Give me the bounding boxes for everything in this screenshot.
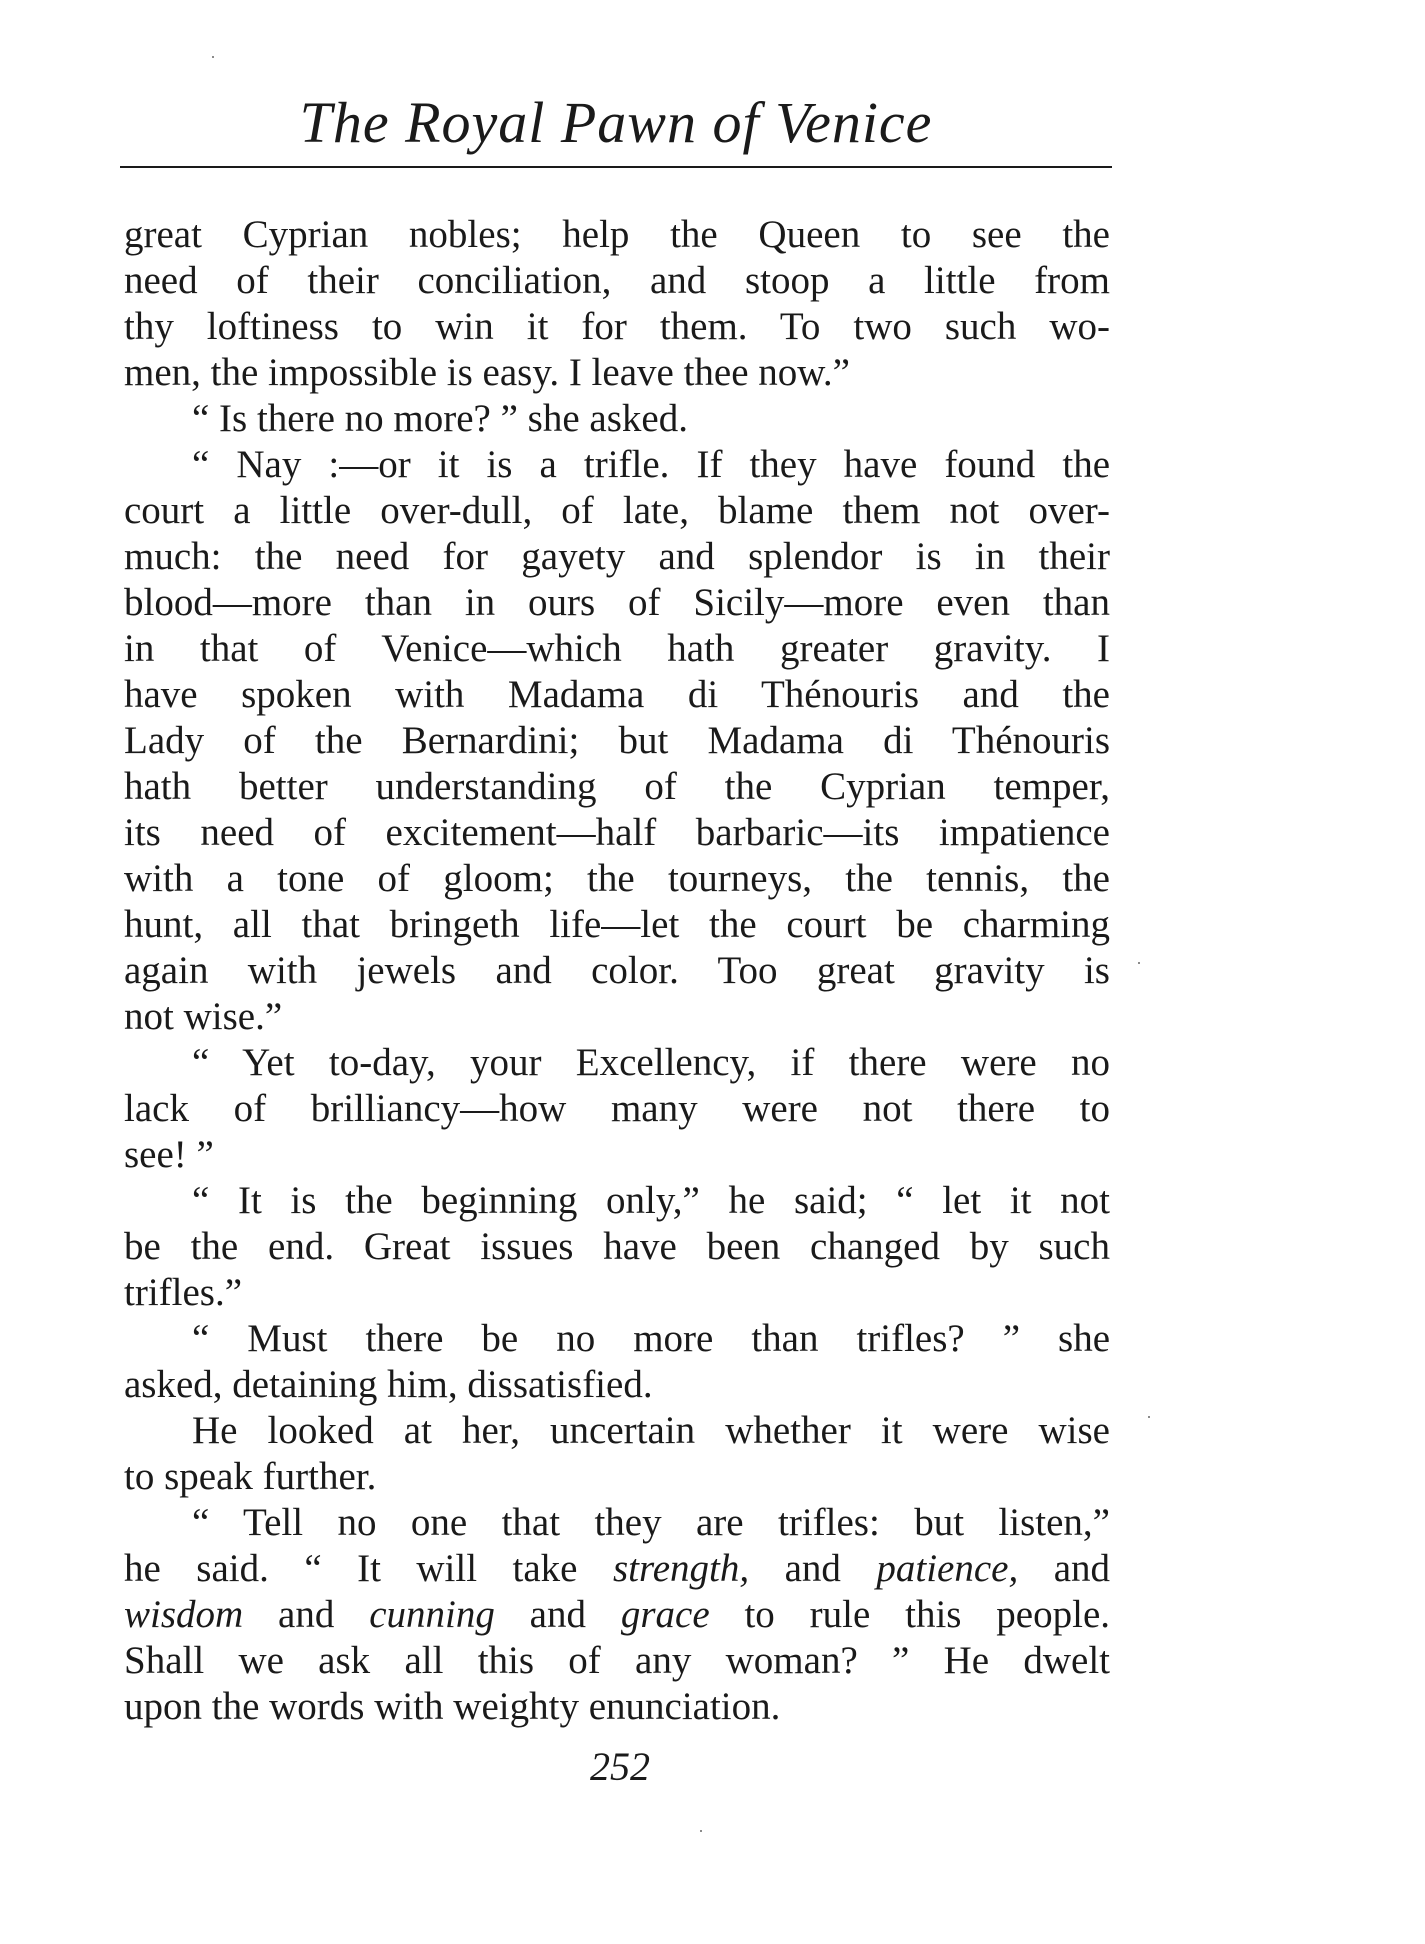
text-segment: “ Tell no one that they are trifles: but listen,” [192,1501,1110,1544]
text-line [124,902,1110,948]
text-line [124,718,1110,764]
text-line [124,1086,1110,1132]
running-head: The Royal Pawn of Venice [299,90,933,155]
text-segment: Shall we ask all this of any woman? ” He dwelt [124,1639,1110,1682]
text-segment: “ It is the beginning only,” he said; “ let it not [192,1179,1110,1222]
text-line [124,948,1110,994]
italic-word: grace [620,1593,710,1636]
page-number: 252 [590,1744,650,1789]
text-line [124,1684,1110,1730]
text-segment: asked, detaining him, dissatisfied. [124,1363,653,1406]
text-segment: its need of excitement—half barbaric—its impatience [124,811,1110,854]
text-segment: need of their conciliation, and stoop a little from [124,259,1110,302]
text-line [124,994,1110,1040]
text-segment: blood—more than in ours of Sicily—more even than [124,581,1110,624]
text-line [124,1500,1110,1546]
header-rule [120,166,1112,168]
text-segment: Lady of the Bernardini; but Madama di Thénouris [124,719,1110,762]
text-segment: hath better understanding of the Cyprian temper, [124,765,1110,808]
text-line [124,810,1110,856]
text-line [124,534,1110,580]
text-line [124,304,1110,350]
italic-word: strength, [612,1547,750,1590]
text-line [124,396,1110,442]
text-segment: much: the need for gayety and splendor is in their [124,535,1110,578]
text-segment: court a little over-dull, of late, blame them not over- [124,489,1110,532]
text-segment: not wise.” [124,995,283,1038]
text-segment: to speak further. [124,1455,377,1498]
text-line [124,1224,1110,1270]
text-line [124,258,1110,304]
text-line [124,442,1110,488]
text-line [124,1546,1110,1592]
text-line [124,1132,1110,1178]
text-line [124,1454,1110,1500]
text-line [124,1408,1110,1454]
text-segment: great Cyprian nobles; help the Queen to see the [124,213,1110,256]
text-segment: and [749,1547,877,1590]
text-segment: “ Nay :—or it is a trifle. If they have found the [192,443,1110,486]
text-segment: thy loftiness to win it for them. To two such wo- [124,305,1110,348]
print-speck [1138,962,1140,964]
body-text [124,212,1110,1730]
text-line [124,764,1110,810]
text-line [124,672,1110,718]
italic-word: wisdom [124,1593,244,1636]
text-segment: lack of brilliancy—how many were not there to [124,1087,1110,1130]
text-line [124,856,1110,902]
text-segment: see! ” [124,1133,214,1176]
text-segment: He looked at her, uncertain whether it were wise [192,1409,1110,1452]
text-segment: “ Must there be no more than trifles? ” she [192,1317,1110,1360]
print-speck [700,1830,702,1832]
text-segment: trifles.” [124,1271,243,1314]
print-speck [1148,1416,1150,1418]
text-segment: with a tone of gloom; the tourneys, the tennis, the [124,857,1110,900]
text-segment: be the end. Great issues have been changed by such [124,1225,1110,1268]
text-line [124,488,1110,534]
text-line [124,212,1110,258]
text-segment: upon the words with weighty enunciation. [124,1685,781,1728]
text-segment: again with jewels and color. Too great gravity is [124,949,1110,992]
text-segment: he said. “ It will take [124,1547,613,1590]
text-segment: “ Yet to-day, your Excellency, if there were no [192,1041,1110,1084]
text-line [124,580,1110,626]
print-speck [212,56,214,58]
text-line [124,350,1110,396]
text-segment: to rule this people. [709,1593,1110,1636]
text-segment: men, the impossible is easy. I leave thee now.” [124,351,850,394]
italic-word: cunning [369,1593,495,1636]
text-segment: in that of Venice—which hath greater gravity. I [124,627,1110,670]
italic-word: patience, [876,1547,1019,1590]
text-line [124,1362,1110,1408]
text-line [124,1178,1110,1224]
text-line [124,1316,1110,1362]
text-line [124,1592,1110,1638]
text-line [124,1638,1110,1684]
text-segment: and [243,1593,370,1636]
text-segment: and [1018,1547,1110,1590]
text-segment: hunt, all that bringeth life—let the court be charming [124,903,1110,946]
text-segment: have spoken with Madama di Thénouris and the [124,673,1110,716]
text-segment: and [494,1593,621,1636]
text-line [124,1270,1110,1316]
text-line [124,1040,1110,1086]
text-line [124,626,1110,672]
text-segment: “ Is there no more? ” she asked. [192,397,688,440]
